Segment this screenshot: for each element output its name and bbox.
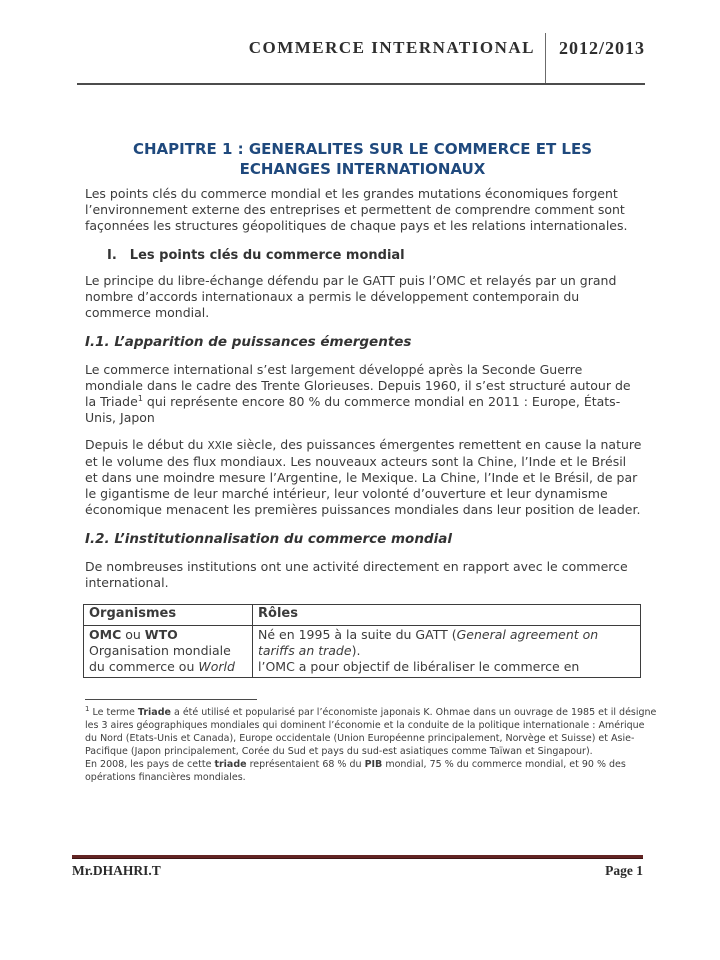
organisations-table (83, 604, 641, 678)
footnote-pib-bold: PIB (364, 759, 383, 771)
table-header-row (84, 605, 641, 626)
omc-role-line1 (258, 627, 635, 659)
omc-acronym-line (89, 627, 247, 643)
omc-name-italic: World (198, 659, 235, 674)
footer-row (72, 859, 643, 879)
footnote-number: 1 (85, 705, 90, 713)
triade-text-post: qui représente encore 80 % du commerce mondial en 2011 : Europe, États- Unis, Japon (85, 394, 621, 425)
header-course-title: COMMERCE INTERNATIONAL (77, 33, 546, 83)
footnote-paragraph-2 (85, 758, 658, 784)
emergentes-text-pre: Depuis le début du (85, 437, 208, 452)
footnote-triade-bold: Triade (137, 707, 171, 719)
omc-full-name (89, 643, 247, 675)
emergentes-text-post: e siècle, des puissances émergentes remettent en cause la nature et le volume des flux mondiaux. Les nouveaux acteurs sont la Chine, l’Inde et le Brésil et dans une moindre mesure l’Argentine, le Mexique. La Chine, l’Inde et le Brésil, de par le gigantisme de leur marché intérieur, leur volonté d’ouverture et leur dynamisme économique menacent les premières puissances mondiales dans leur position de leader. (85, 437, 642, 517)
chapter-title-line2: ECHANGES INTERNATIONAUX (239, 160, 486, 178)
page-header (77, 33, 645, 85)
footer-author: Mr.DHAHRI.T (72, 863, 161, 878)
section-1-heading (107, 248, 642, 263)
footnote-p1-post: a été utilisé et popularisé par l’économiste japonais K. Ohmae dans un ouvrage de 1985 et il désigne les 3 aires géographiques mondiales qui dominent l’économie et la conduite de la politique internationale : Amérique du Nord (Etats-Unis et Canada), Europe occidentale (Union Européenne principalement, Norvège et Suisse) et Asie-Pacifique (Japon principalement, Corée du Sud et pays du sud-est asiatiques comme Taïwan et Singapour). (85, 707, 657, 758)
section-1-title: Les points clés du commerce mondial (129, 248, 405, 263)
footnote-separator (85, 699, 257, 700)
section-1-1-paragraph-2 (85, 437, 642, 518)
chapter-title (85, 139, 640, 179)
footnote-p2-mid: représentaient 68 % du (246, 759, 365, 771)
omc-role-line2: l’OMC a pour objectif de libéraliser le commerce en (258, 659, 580, 674)
table-cell-organisme-omc (84, 626, 253, 678)
role-text-close: ). (351, 643, 361, 658)
footnote-reference-mark: 1 (137, 393, 143, 403)
omc-separator: ou (121, 627, 145, 642)
century-smallcaps: XXI (207, 440, 225, 452)
footer-page-number: Page 1 (605, 863, 643, 878)
intro-paragraph: Les points clés du commerce mondial et les grandes mutations économiques forgent l’environnement externe des entreprises et permettent de comprendre comment sont façonnées les structures géopolitiques de chaque pays et les relations internationales. (85, 186, 628, 233)
role-text-pre: Né en 1995 à la suite du GATT ( (258, 627, 457, 642)
section-1-paragraph: Le principe du libre-échange défendu par le GATT puis l’OMC et relayés par un grand nombre d’accords internationaux a permis le développement contemporain du commerce mondial. (85, 273, 617, 320)
section-1-2-heading: I.2. L’institutionnalisation du commerce mondial (85, 531, 452, 547)
header-academic-year: 2012/2013 (558, 38, 645, 58)
table-cell-role-omc (253, 626, 641, 678)
omc-name-text: Organisation mondiale du commerce ou (89, 643, 231, 674)
triade-text-pre: Le commerce international s’est largement développé après la Seconde Guerre mondiale dans le cadre des Trente Glorieuses. Depuis 1960, il s’est structuré autour de la Triade (85, 362, 631, 409)
table-header-roles: Rôles (253, 605, 641, 626)
section-1-number: I. (107, 248, 117, 263)
table-header-organismes: Organismes (84, 605, 253, 626)
role-gatt-expansion: General agreement on tariffs an trade (258, 627, 599, 658)
chapter-title-line1: CHAPITRE 1 : GENERALITES SUR LE COMMERCE ET LES (132, 140, 593, 158)
footnote-triade-bold-2: triade (214, 759, 247, 771)
section-1-1-paragraph-1 (85, 362, 642, 426)
page-header-inner (77, 33, 645, 85)
page-footer (72, 855, 643, 879)
footnote-paragraph-1 (85, 703, 658, 758)
footnote (85, 703, 658, 784)
wto-acronym: WTO (144, 627, 178, 642)
section-1-2-paragraph: De nombreuses institutions ont une activité directement en rapport avec le commerce international. (85, 559, 628, 590)
footnote-p1-pre: Le terme (89, 707, 138, 719)
section-1-1-heading: I.1. L’apparition de puissances émergentes (85, 334, 412, 350)
footnote-p2-pre: En 2008, les pays de cette (85, 759, 215, 771)
footnote-p2-post: mondial, 75 % du commerce mondial, et 90 % des opérations financières mondiales. (85, 759, 626, 784)
table-row (84, 626, 641, 678)
omc-acronym: OMC (89, 627, 122, 642)
